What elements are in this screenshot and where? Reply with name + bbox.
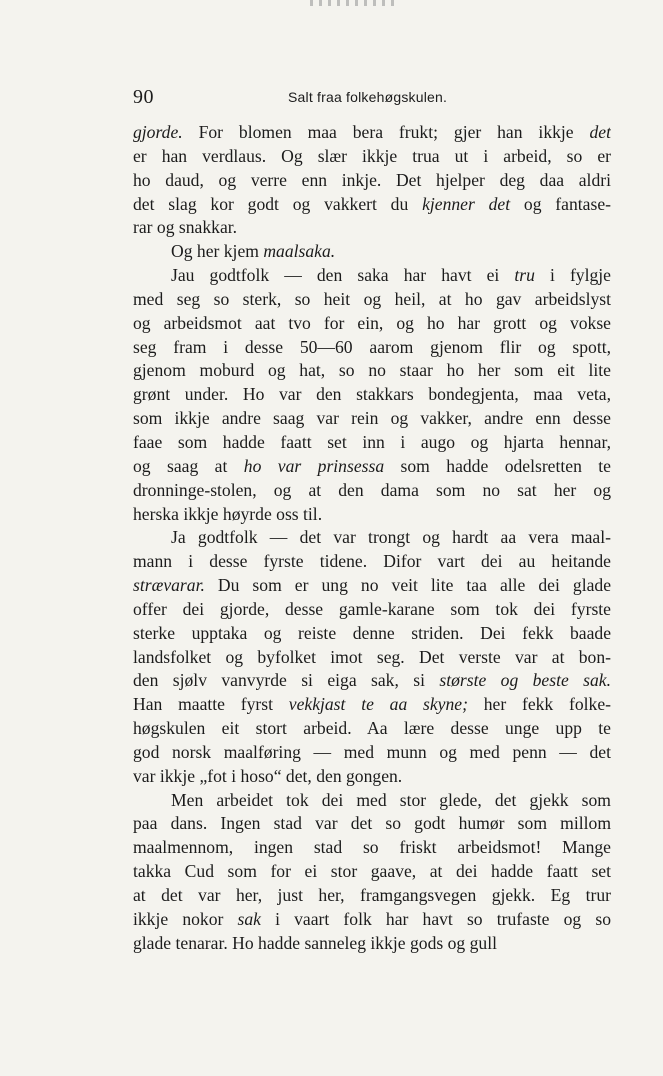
text-run: den sjølv vanvyrde si eiga sak, si bbox=[133, 670, 440, 691]
text-line bbox=[133, 908, 611, 932]
text-line bbox=[133, 336, 611, 360]
text-run: og saag at bbox=[133, 455, 244, 476]
text-line bbox=[133, 383, 611, 407]
text-line bbox=[133, 693, 611, 717]
text-run: som hadde odelsretten te bbox=[384, 455, 611, 476]
text-line bbox=[133, 431, 611, 455]
text-line bbox=[133, 216, 611, 240]
italic-text: største og beste sak. bbox=[439, 670, 611, 691]
text-run: i fylgje bbox=[534, 265, 611, 286]
text-run: høgskulen eit stort arbeid. Aa lære desse unge upp te bbox=[133, 718, 611, 739]
text-run: maalmennom, ingen stad so friskt arbeidsmot! Mange bbox=[133, 837, 611, 858]
text-run: dronninge-stolen, og at den dama som no sat her og bbox=[133, 479, 611, 500]
text-line bbox=[133, 765, 611, 789]
page-header bbox=[133, 86, 611, 112]
text-line bbox=[133, 789, 611, 813]
page-number: 90 bbox=[133, 86, 154, 108]
text-line bbox=[133, 717, 611, 741]
text-line bbox=[133, 884, 611, 908]
text-run: god norsk maalføring — med munn og med penn — det bbox=[133, 741, 611, 762]
text-line bbox=[133, 288, 611, 312]
text-line bbox=[133, 359, 611, 383]
italic-text: kjenner det bbox=[422, 193, 511, 214]
text-line bbox=[133, 932, 611, 956]
text-run: ikkje nokor bbox=[133, 908, 238, 929]
text-line bbox=[133, 550, 611, 574]
text-line bbox=[133, 240, 611, 264]
scan-edge-marks bbox=[310, 0, 400, 6]
text-run: Ja godtfolk — det var trongt og hardt aa vera maal- bbox=[171, 527, 611, 548]
text-run: med seg so sterk, so heit og heil, at ho gav arbeidslyst bbox=[133, 288, 611, 309]
text-run: Han maatte fyrst bbox=[133, 694, 289, 715]
text-run: landsfolket og byfolket imot seg. Det verste var at bon- bbox=[133, 646, 611, 667]
text-run: glade tenarar. Ho hadde sanneleg ikkje gods og gull bbox=[133, 932, 497, 953]
text-run: mann i desse fyrste tidene. Difor vart dei au heitande bbox=[133, 551, 611, 572]
text-line bbox=[133, 526, 611, 550]
text-line bbox=[133, 669, 611, 693]
italic-text: gjorde. bbox=[133, 122, 183, 142]
text-run: paa dans. Ingen stad var det so godt humør som millom bbox=[133, 813, 611, 834]
text-line bbox=[133, 836, 611, 860]
text-run: gjenom moburd og hat, so no staar ho her som eit lite bbox=[133, 360, 611, 381]
italic-text: sak bbox=[237, 908, 261, 929]
body-text bbox=[133, 121, 611, 956]
text-run: var ikkje „fot i hoso“ det, den gongen. bbox=[133, 765, 403, 786]
text-line bbox=[133, 193, 611, 217]
text-line bbox=[133, 812, 611, 836]
text-line bbox=[133, 622, 611, 646]
text-run: takka Cud som for ei stor gaave, at dei hadde faatt set bbox=[133, 861, 611, 882]
italic-text: vekkjast te aa skyne; bbox=[288, 694, 468, 715]
text-line bbox=[133, 264, 611, 288]
text-run: det slag kor godt og vakkert du bbox=[133, 193, 423, 214]
running-title: Salt fraa folkehøgskulen. bbox=[288, 89, 448, 105]
italic-text: maalsaka. bbox=[263, 241, 336, 262]
text-run: seg fram i desse 50—60 aarom gjenom flir og spott, bbox=[133, 336, 611, 357]
text-line bbox=[133, 741, 611, 765]
text-run: og arbeidsmot aat tvo for ein, og ho har grott og vokse bbox=[133, 312, 611, 333]
text-line bbox=[133, 121, 611, 145]
text-line bbox=[133, 574, 611, 598]
text-line bbox=[133, 455, 611, 479]
italic-text: det bbox=[589, 122, 611, 142]
text-run: Jau godtfolk — den saka har havt ei bbox=[171, 265, 515, 286]
text-run: er han verdlaus. Og slær ikkje trua ut i arbeid, so er bbox=[133, 145, 611, 166]
text-run: ho daud, og verre enn inkje. Det hjelper deg daa aldri bbox=[133, 169, 611, 190]
text-run: som ikkje andre saag var rein og vakker, andre enn desse bbox=[133, 408, 611, 429]
text-run: herska ikkje høyrde oss til. bbox=[133, 503, 323, 524]
text-line bbox=[133, 312, 611, 336]
text-line bbox=[133, 407, 611, 431]
text-run: offer dei gjorde, desse gamle-karane som tok dei fyrste bbox=[133, 598, 611, 619]
italic-text: ho var prinsessa bbox=[243, 455, 385, 476]
text-line bbox=[133, 860, 611, 884]
text-line bbox=[133, 503, 611, 527]
text-run: sterke upptaka og reiste denne striden. Dei fekk baade bbox=[133, 622, 611, 643]
text-run: at det var her, just her, framgangsvegen gjekk. Eg trur bbox=[133, 885, 611, 905]
italic-text: strævarar. bbox=[133, 575, 205, 596]
text-run: og fantase- bbox=[510, 193, 611, 214]
text-run: her fekk folke- bbox=[467, 694, 611, 715]
text-line bbox=[133, 145, 611, 169]
text-run: For blomen maa bera frukt; gjer han ikkje bbox=[182, 122, 590, 142]
text-run: rar og snakkar. bbox=[133, 217, 238, 238]
text-line bbox=[133, 479, 611, 503]
text-line bbox=[133, 646, 611, 670]
text-run: Du som er ung no veit lite taa alle dei glade bbox=[204, 575, 611, 596]
text-run: grønt under. Ho var den stakkars bondegjenta, maa veta, bbox=[133, 384, 611, 405]
text-line bbox=[133, 598, 611, 622]
text-run: Men arbeidet tok dei med stor glede, det gjekk som bbox=[171, 789, 611, 810]
text-run: faae som hadde faatt set inn i augo og hjarta hennar, bbox=[133, 431, 611, 452]
text-run: Og her kjem bbox=[171, 241, 264, 262]
text-run: i vaart folk har havt so trufaste og so bbox=[260, 908, 611, 929]
text-line bbox=[133, 169, 611, 193]
italic-text: tru bbox=[514, 265, 535, 286]
